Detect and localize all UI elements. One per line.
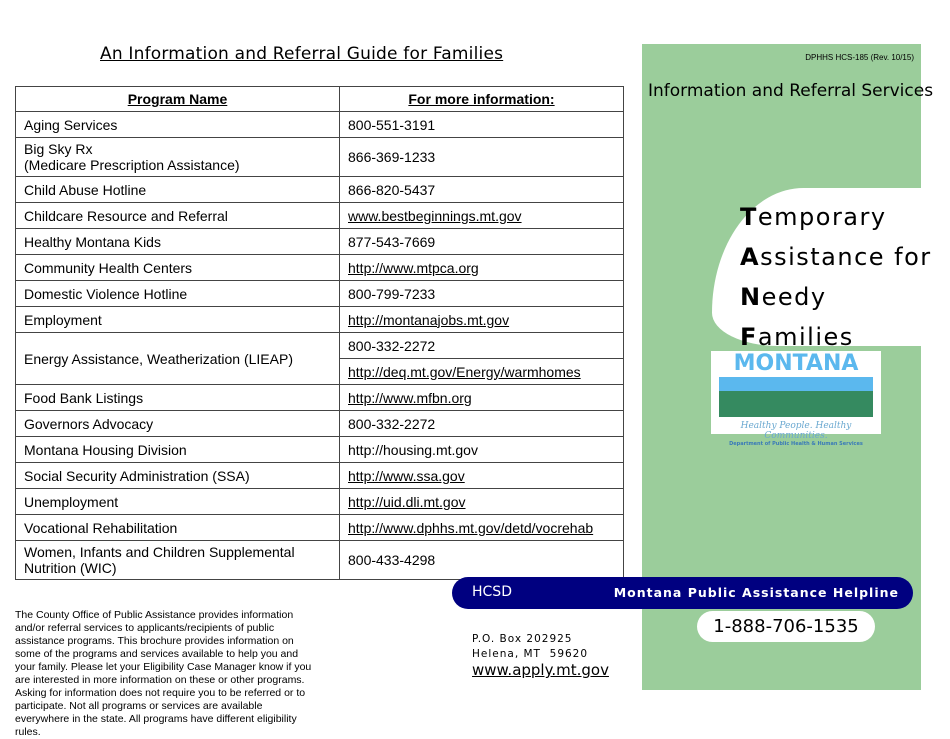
program-name: Childcare Resource and Referral [16,203,340,229]
table-row [16,281,624,307]
table-row [16,333,624,359]
logo-graphic [719,377,873,417]
address-line2: Helena, MT 59620 [472,648,589,660]
table-row [16,112,624,138]
table-row [16,307,624,333]
info-value: 800-551-3191 [340,112,624,138]
tanf-initial: N [740,283,762,311]
website-link[interactable]: www.apply.mt.gov [472,661,609,679]
info-value: 800-332-2272 [340,333,624,359]
info-link[interactable]: http://deq.mt.gov/Energy/warmhomes [340,359,624,385]
program-name: Domestic Violence Hotline [16,281,340,307]
tanf-line [740,197,932,237]
table-row [16,515,624,541]
info-value: 800-799-7233 [340,281,624,307]
program-name: Women, Infants and Children Supplemental Nutrition (WIC) [16,541,340,580]
program-name: Employment [16,307,340,333]
info-value: http://housing.mt.gov [340,437,624,463]
program-name: Big Sky Rx (Medicare Prescription Assistance) [16,138,340,177]
page-title: An Information and Referral Guide for Families [100,44,504,64]
tanf-word: amilies [757,323,854,351]
header-info: For more information: [340,87,624,112]
dphhs-logo [711,351,881,447]
table-row [16,411,624,437]
hcsd-label: HCSD [472,584,512,600]
table-row [16,489,624,515]
info-note: The County Office of Public Assistance provides information and/or referral services to applicants/recipients of public assistance programs. This brochure provides information on some of the programs and services available to help you and your family. Please let your Eligibility Case Manager know if you are interested in more information on these or other programs. Asking for information does not require you to be referred or to participate. Not all programs or services are available everywhere in the state. All programs have different eligibility rules. [15,609,312,738]
table-row [16,463,624,489]
info-link[interactable]: http://www.dphhs.mt.gov/detd/vocrehab [340,515,624,541]
table-row [16,229,624,255]
program-name: Aging Services [16,112,340,138]
logo-tagline: Healthy People. Healthy Communities. [740,421,852,441]
program-name: Social Security Administration (SSA) [16,463,340,489]
tanf-word: emporary [757,203,887,231]
tanf-line [740,237,932,277]
info-link[interactable]: http://uid.dli.mt.gov [340,489,624,515]
table-row [16,203,624,229]
header-program-name: Program Name [16,87,340,112]
program-name: Unemployment [16,489,340,515]
program-name: Food Bank Listings [16,385,340,411]
program-name: Child Abuse Hotline [16,177,340,203]
program-name: Governors Advocacy [16,411,340,437]
tanf-initial: T [740,203,758,231]
helpline-banner [452,577,913,609]
tanf-line [740,277,932,317]
info-value: 866-369-1233 [340,138,624,177]
cover-heading: Information and Referral Services [648,81,934,101]
helpline-phone: 1-888-706-1535 [697,611,875,642]
tanf-initial: A [740,243,761,271]
info-value: 800-433-4298 [340,541,624,580]
tanf-initial: F [740,323,758,351]
program-table [15,86,624,580]
info-value: 877-543-7669 [340,229,624,255]
table-row [16,541,624,580]
form-number: DPHHS HCS-185 (Rev. 10/15) [805,53,914,62]
logo-department: Department of Public Health & Human Services [729,441,863,447]
program-name: Healthy Montana Kids [16,229,340,255]
tanf-word: ssistance for [760,243,932,271]
info-link[interactable]: http://montanajobs.mt.gov [340,307,624,333]
table-row [16,138,624,177]
info-link[interactable]: http://www.mtpca.org [340,255,624,281]
info-link[interactable]: www.bestbeginnings.mt.gov [340,203,624,229]
logo-state: MONTANA [733,351,859,376]
table-row [16,437,624,463]
program-name: Community Health Centers [16,255,340,281]
tanf-word: eedy [761,283,827,311]
program-name: Montana Housing Division [16,437,340,463]
address [472,632,588,662]
helpline-label: Montana Public Assistance Helpline [613,585,899,600]
program-name: Energy Assistance, Weatherization (LIEAP) [16,333,340,385]
table-row [16,177,624,203]
table-row [16,255,624,281]
program-name: Vocational Rehabilitation [16,515,340,541]
info-link[interactable]: http://www.ssa.gov [340,463,624,489]
tanf-title [740,197,932,357]
address-line1: P.O. Box 202925 [472,633,573,645]
info-value: 866-820-5437 [340,177,624,203]
info-link[interactable]: http://www.mfbn.org [340,385,624,411]
table-row [16,385,624,411]
info-value: 800-332-2272 [340,411,624,437]
